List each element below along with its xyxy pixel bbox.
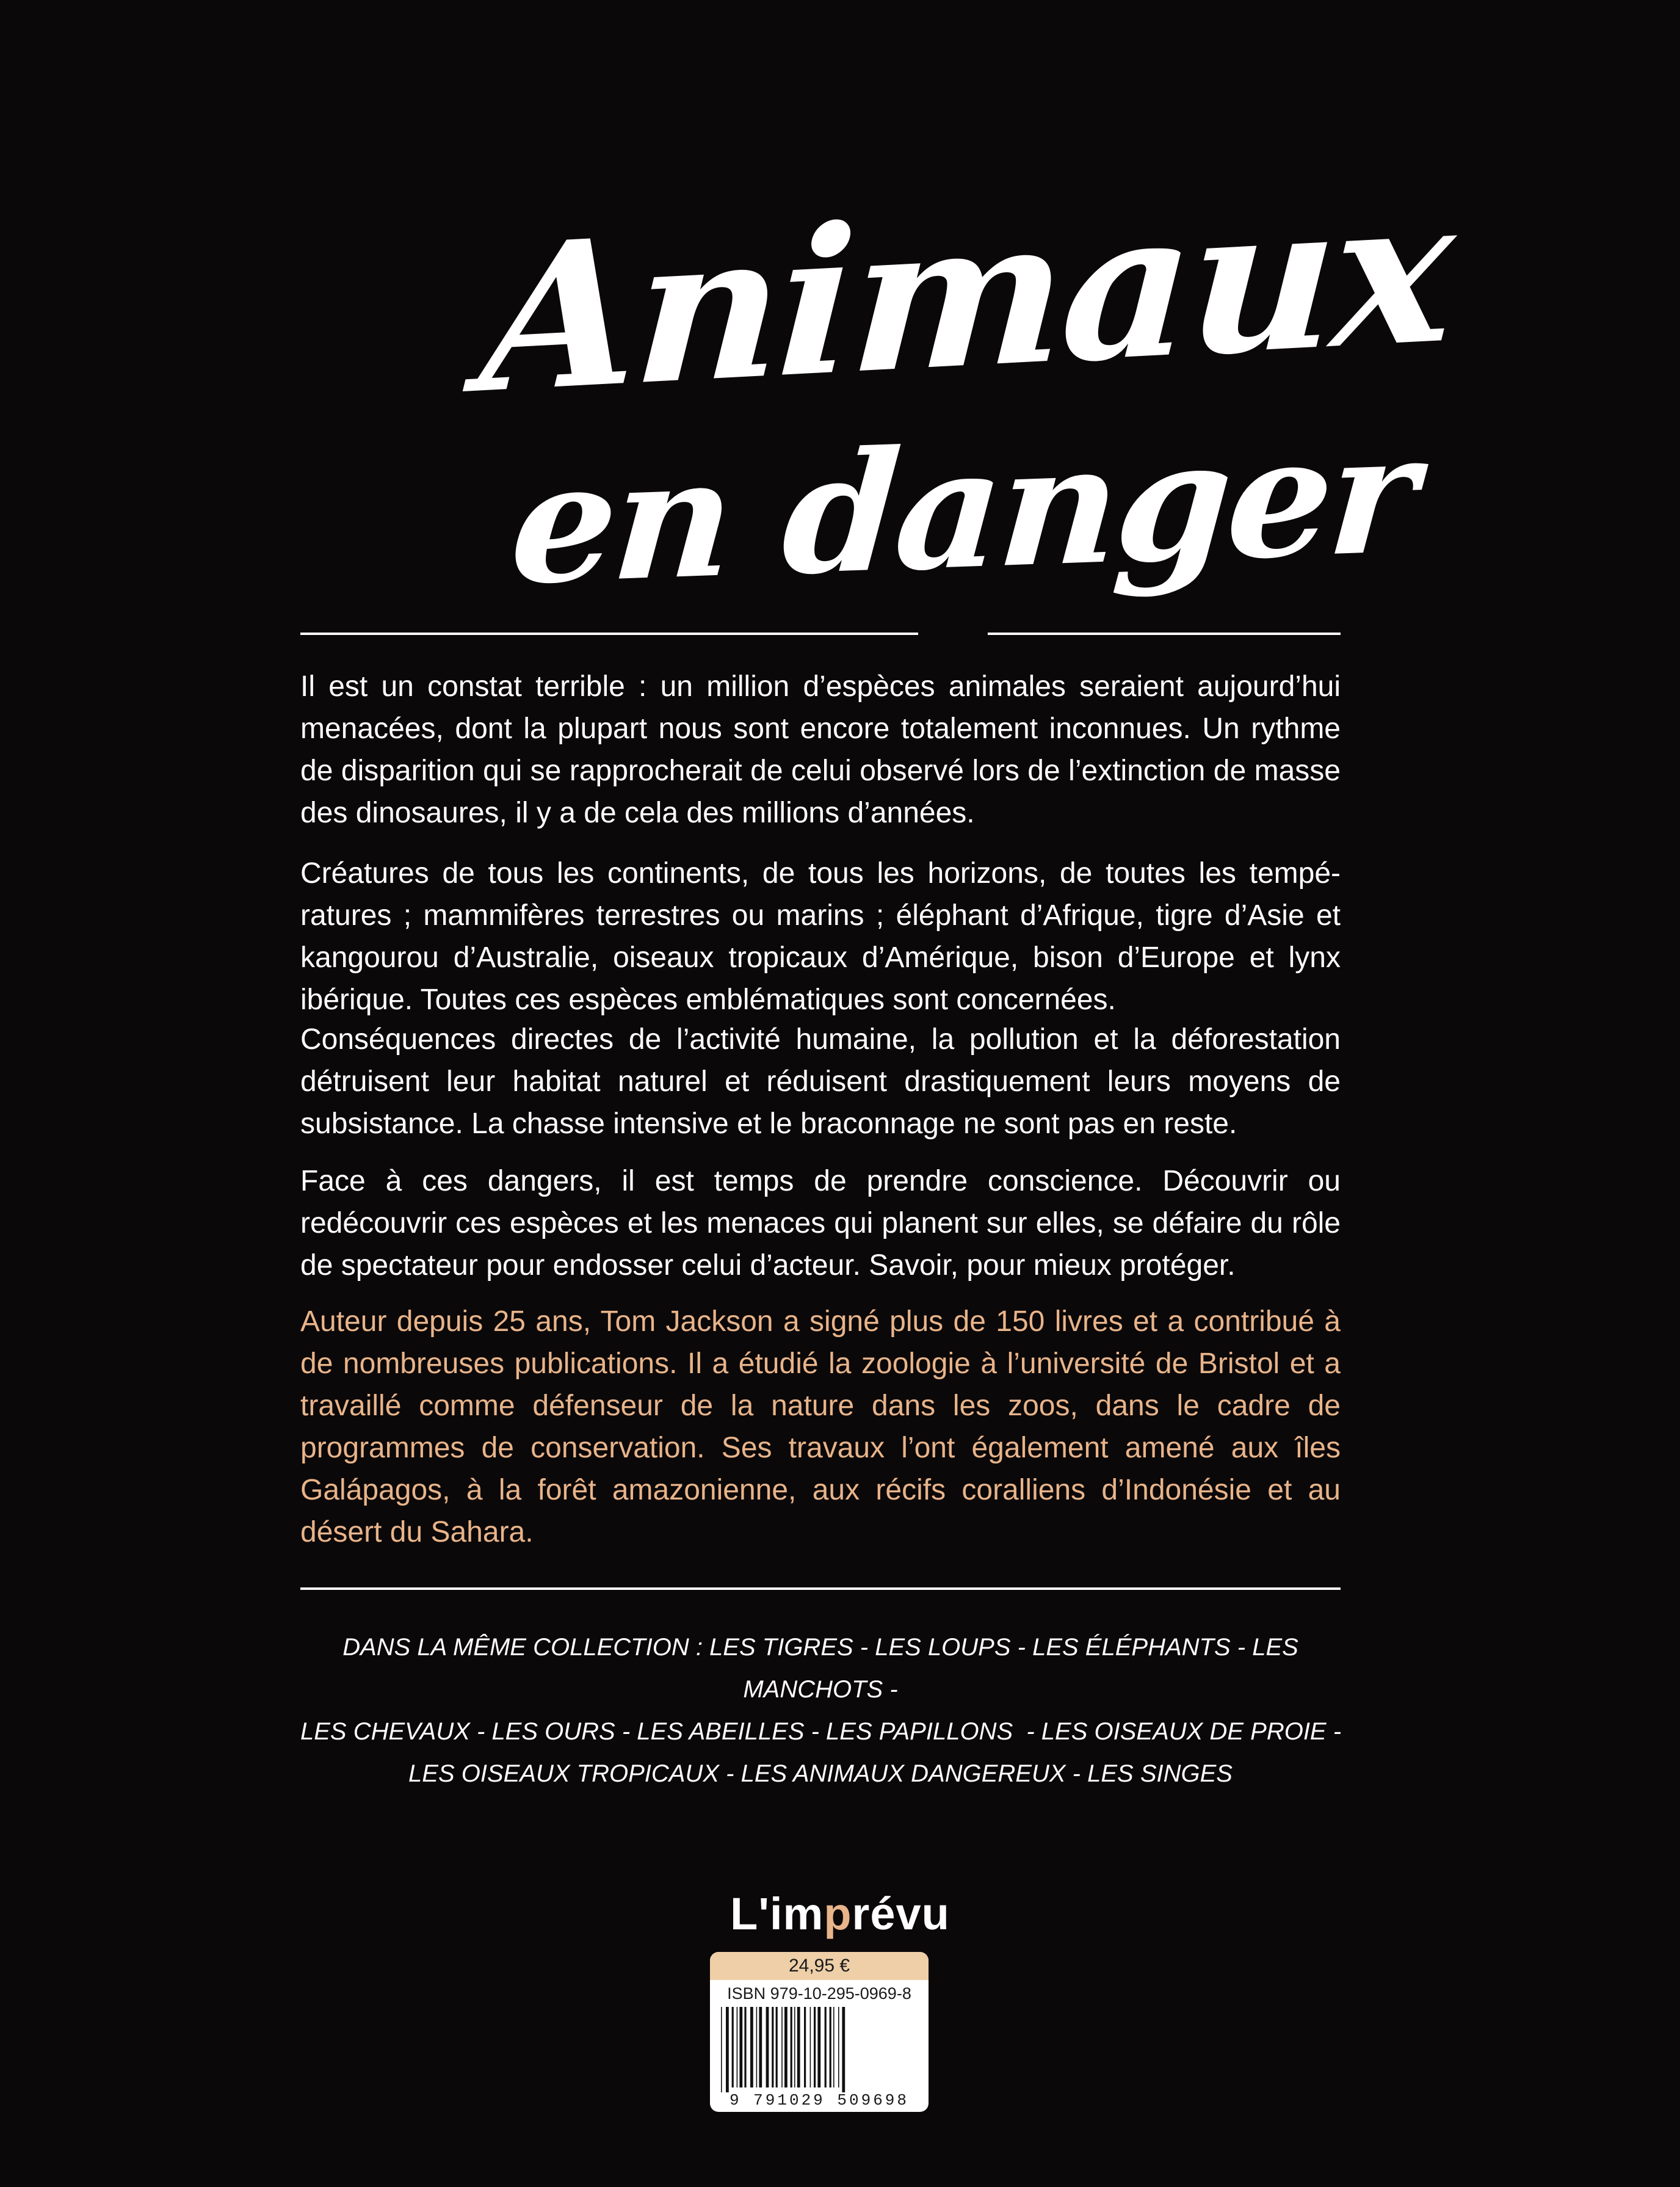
barcode-bar — [830, 2007, 831, 2087]
barcode-bar — [781, 2007, 783, 2087]
barcode-bar — [814, 2007, 816, 2087]
publisher-logo-part-2: révu — [852, 1888, 950, 1939]
collection-list — [300, 1627, 1341, 1795]
barcode-bar — [766, 2007, 769, 2087]
divider-bottom — [300, 1587, 1341, 1590]
barcode-bar — [794, 2007, 795, 2087]
barcode-bar — [732, 2007, 734, 2087]
publisher-logo-accent: p — [824, 1888, 852, 1939]
barcode-bar — [737, 2007, 738, 2087]
barcode-bar — [776, 2007, 778, 2087]
isbn-number: ISBN 979-10-295-0969-8 — [727, 1984, 911, 2003]
paragraph-creatures: Créatures de tous les continents, de tous les horizons, de toutes les tempé-ratures ; mammifères terrestres ou marins ; éléphant d’Afrique, tigre d’Asie et kangourou d’Australie, oiseaux tropicaux d’Amérique, bison d’Europe et lynx ibérique. Toutes ces espèces emblématiques sont concernées. — [300, 857, 1341, 1016]
price-tag: 24,95 € — [710, 1952, 929, 1980]
barcode-bar — [756, 2007, 758, 2087]
barcode-bar — [772, 2007, 773, 2087]
title-line-2: en danger — [505, 396, 1420, 622]
barcode-bar — [842, 2007, 845, 2092]
barcode-bar — [744, 2007, 746, 2087]
divider-top-right — [988, 633, 1341, 635]
barcode-bar — [804, 2007, 806, 2087]
publisher-logo — [672, 1887, 1008, 1942]
collection-line-1: DANS LA MÊME COLLECTION : LES TIGRES - LES LOUPS - LES ÉLÉPHANTS - LES MANCHOTS - — [342, 1634, 1298, 1703]
paragraph-consequences: Conséquences directes de l’activité humaine, la pollution et la déforestation détruisent leur habitat naturel et réduisent drastiquement leurs moyens de subsistance. La chasse intensive et le braconnage ne sont pas en reste. — [300, 1023, 1341, 1140]
title-line-1: Animaux — [476, 151, 1457, 438]
collection-line-2: LES CHEVAUX - LES OURS - LES ABEILLES - LES PAPILLONS - LES OISEAUX DE PROIE - — [300, 1718, 1342, 1745]
barcode-bar — [810, 2007, 811, 2087]
barcode-bar — [797, 2007, 800, 2087]
barcode-bar — [825, 2007, 827, 2087]
barcode-bar — [833, 2007, 835, 2087]
paragraph-author-bio: Auteur depuis 25 ans, Tom Jackson a signé plus de 150 livres et a contribué à de nombreuses publications. Il a étudié la zoologie à l’université de Bristol et a travaillé comme défenseur de la nature dans les zoos, dans le cadre de programmes de conservation. Ses travaux l’ont également amené aux îles Galápagos, à la forêt amazonienne, aux récifs coralliens d’Indonésie et au désert du Sahara. — [300, 1305, 1341, 1548]
barcode-label — [710, 1952, 929, 2112]
barcode-bar — [739, 2007, 742, 2087]
paragraph-intro: Il est un constat terrible : un million d’espèces animales seraient aujourd’hui menacées, dont la plupart nous sont encore totalement inconnues. Un rythme de disparition qui se rapprocherait de celui observé lors de l’extinction de masse des dinosaures, il y a de cela des millions d’années. — [300, 670, 1341, 829]
barcode-bar — [838, 2007, 839, 2087]
publisher-logo-part-1: L'im — [730, 1888, 824, 1939]
barcode-bar — [726, 2007, 729, 2092]
paragraph-call-to-action: Face à ces dangers, il est temps de prendre conscience. Découvrir ou redécouvrir ces espèces et les menaces qui planent sur elles, se défaire du rôle de spectateur pour endosser celui d’acteur. Savoir, pour mieux protéger. — [300, 1165, 1341, 1282]
book-title — [476, 151, 1457, 666]
barcode-bar — [759, 2007, 762, 2087]
barcode-bar — [784, 2007, 788, 2087]
collection-line-3: LES OISEAUX TROPICAUX - LES ANIMAUX DANGEREUX - LES SINGES — [408, 1760, 1233, 1787]
barcode-bar — [817, 2007, 820, 2087]
divider-top-left — [300, 633, 918, 635]
barcode-bar — [750, 2007, 753, 2087]
barcode-bar — [791, 2007, 792, 2087]
barcode-bar — [721, 2007, 722, 2092]
barcode-digits: 9 791029 509698 — [729, 2091, 910, 2109]
barcode-image — [717, 2007, 921, 2092]
